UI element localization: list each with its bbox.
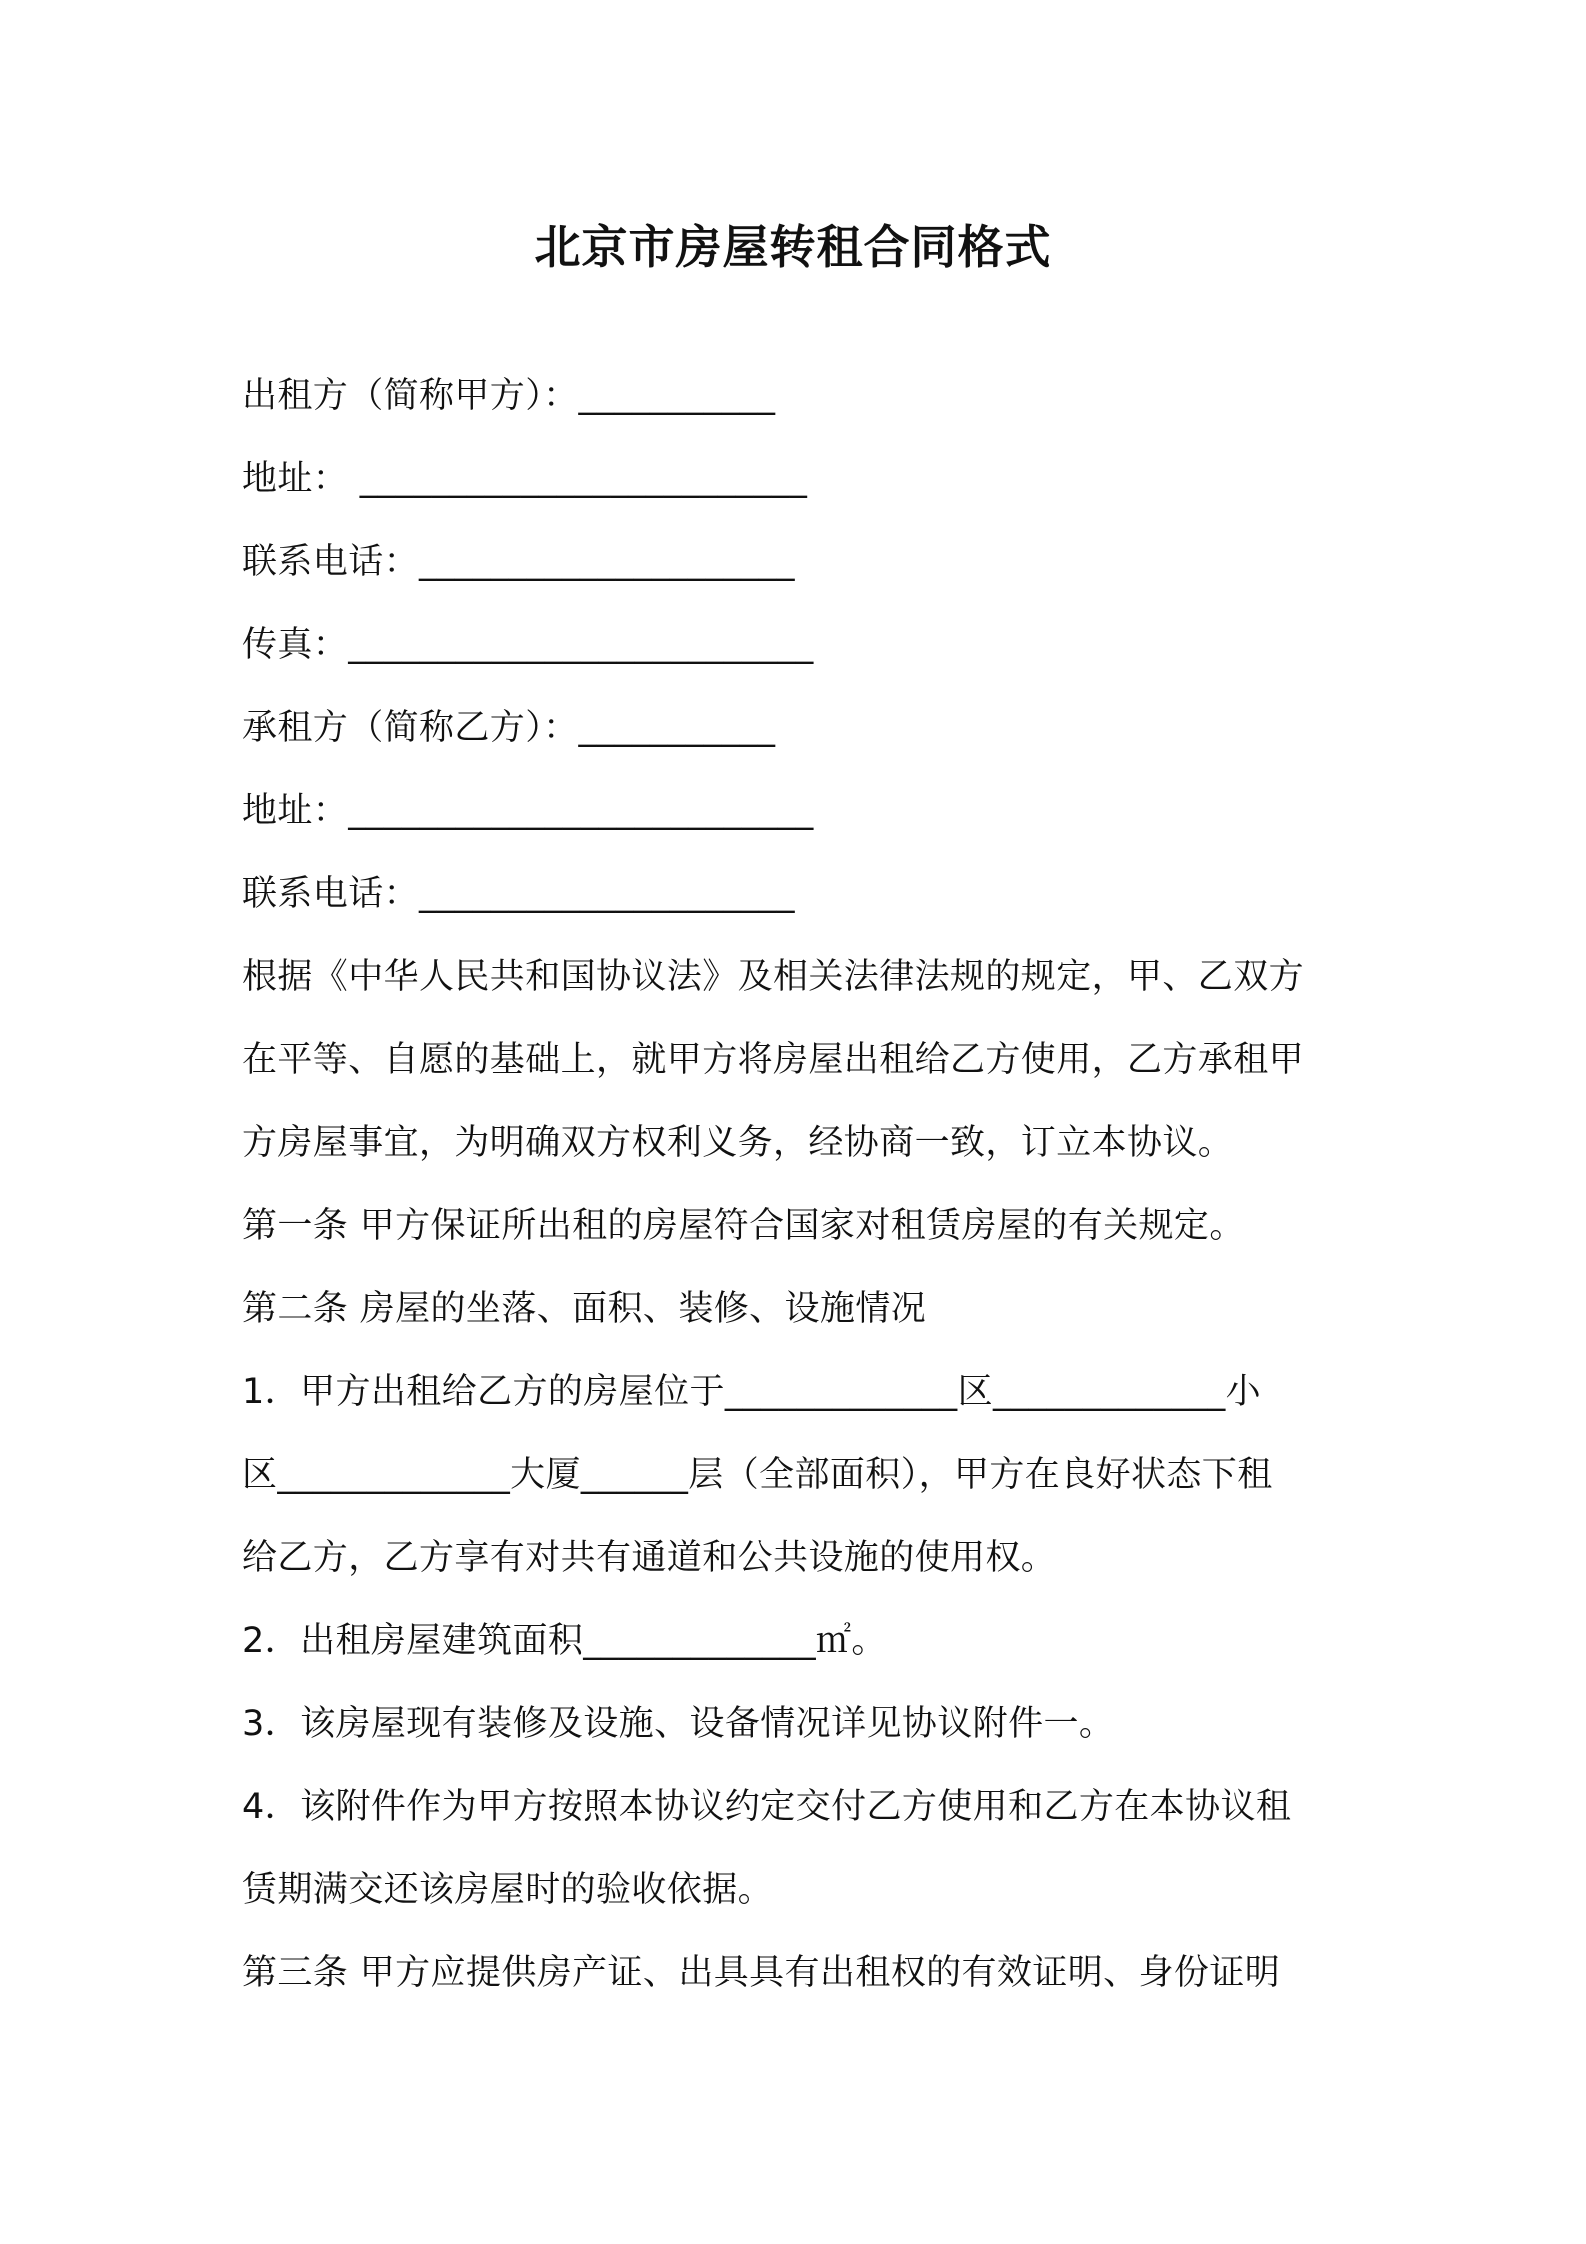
lessor-phone-line: 联系电话：_____________________ [242,542,795,582]
lessee-address-line: 地址：__________________________ [242,791,814,831]
lessee-name-line: 承租方（简称乙方）：___________ [242,708,776,748]
lessor-address-line: 地址： _________________________ [242,459,808,499]
lessor-name-line: 出租方（简称甲方）：___________ [242,376,776,416]
lessee-phone-line: 联系电话：_____________________ [242,874,795,914]
clause-2-line: 2．出租房屋建筑面积_____________㎡。 [242,1621,887,1661]
clause-1-line-1: 1．甲方出租给乙方的房屋位于_____________区_____________小 [242,1372,1262,1412]
clause-4-line-2: 赁期满交还该房屋时的验收依据。 [242,1870,774,1910]
clause-1-line-3: 给乙方，乙方享有对共有通道和公共设施的使用权。 [242,1538,1057,1578]
clause-3-line: 3．该房屋现有装修及设施、设备情况详见协议附件一。 [242,1704,1115,1744]
clause-4-line-1: 4．该附件作为甲方按照本协议约定交付乙方使用和乙方在本协议租 [242,1787,1292,1827]
preamble-line-2: 在平等、自愿的基础上，就甲方将房屋出租给乙方使用，乙方承租甲 [242,1040,1305,1080]
clause-1-line-2: 区_____________大厦______层（全部面积），甲方在良好状态下租 [242,1455,1273,1495]
preamble-line-3: 方房屋事宜，为明确双方权利义务，经协商一致，订立本协议。 [242,1123,1234,1163]
article-3-line: 第三条 甲方应提供房产证、出具具有出租权的有效证明、身份证明 [242,1953,1281,1993]
article-2-heading: 第二条 房屋的坐落、面积、装修、设施情况 [242,1289,927,1329]
article-1-line: 第一条 甲方保证所出租的房屋符合国家对租赁房屋的有关规定。 [242,1206,1245,1246]
lessor-fax-line: 传真：__________________________ [242,625,814,665]
document-title: 北京市房屋转租合同格式 [534,220,1052,274]
preamble-line-1: 根据《中华人民共和国协议法》及相关法律法规的规定，甲、乙双方 [242,957,1305,997]
